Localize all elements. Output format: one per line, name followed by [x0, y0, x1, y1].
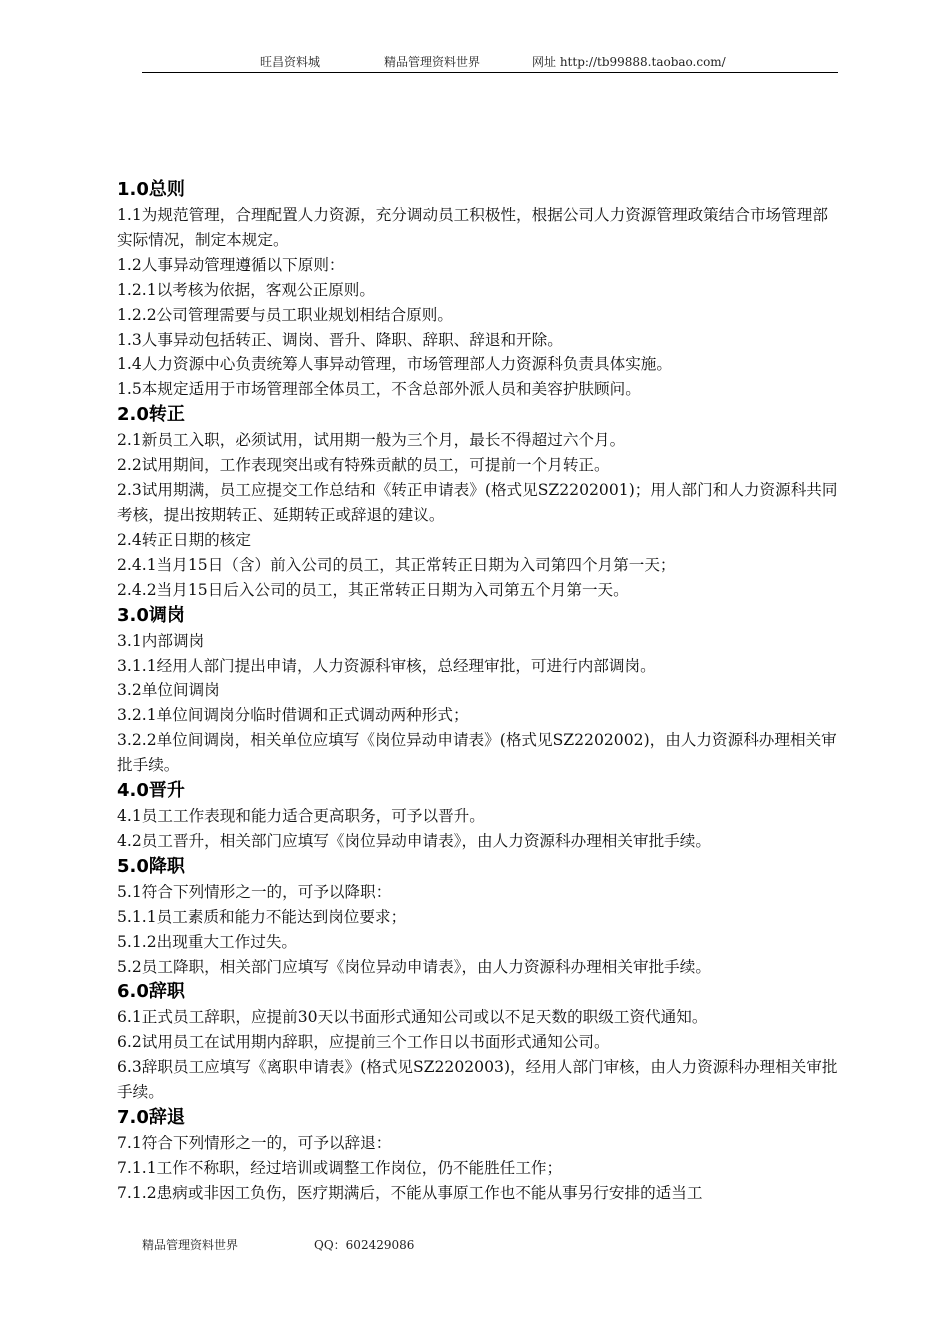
clause-text: 3.1.1经用人部门提出申请，人力资源科审核，总经理审批，可进行内部调岗。 [117, 656, 656, 675]
section-heading: 2.0转正 [117, 404, 185, 426]
clause-text: 6.3辞职员工应填写《离职申请表》(格式见SZ2202003)，经用人部门审核，由人力资源科办理相关审批手续。 [117, 1058, 838, 1102]
clause-text: 5.1.2出现重大工作过失。 [117, 932, 298, 951]
clause-text: 7.1.1工作不称职，经过培训或调整工作岗位，仍不能胜任工作； [117, 1159, 563, 1177]
header-url: 网址 http://tb99888.taobao.com/ [532, 55, 726, 69]
clause-text: 2.1新员工入职，必须试用，试用期一般为三个月，最长不得超过六个月。 [117, 431, 626, 450]
clause-text: 4.2员工晋升，相关部门应填写《岗位异动申请表》，由人力资源科办理相关审批手续。 [117, 831, 711, 850]
clause-text: 1.3人事异动包括转正、调岗、晋升、降职、辞职、辞退和开除。 [117, 330, 563, 349]
section-heading: 7.0辞退 [117, 1107, 185, 1129]
section-heading: 5.0降职 [117, 855, 185, 877]
clause-text: 2.4转正日期的核定 [117, 530, 251, 549]
clause-text: 1.4人力资源中心负责统筹人事异动管理，市场管理部人力资源科负责具体实施。 [117, 355, 672, 374]
clause-text: 1.5本规定适用于市场管理部全体员工，不含总部外派人员和美容护肤顾问。 [117, 380, 641, 399]
header-shop-name: 旺昌资料城 [260, 55, 321, 69]
clause-text: 6.2试用员工在试用期内辞职，应提前三个工作日以书面形式通知公司。 [117, 1033, 610, 1052]
clause-text: 2.4.1当月15日（含）前入公司的员工，其正常转正日期为入司第四个月第一天； [117, 555, 676, 574]
clause-text: 3.1内部调岗 [117, 631, 205, 650]
clause-text: 1.2.1以考核为依据，客观公正原则。 [117, 280, 375, 299]
clause-text: 7.1符合下列情形之一的，可予以辞退： [117, 1134, 392, 1153]
clause-text: 3.2单位间调岗 [117, 681, 220, 700]
clause-text: 2.3试用期满，员工应提交工作总结和《转正申请表》(格式见SZ2202001)；用人部门和人力资源科共同考核，提出按期转正、延期转正或辞退的建议。 [117, 481, 838, 524]
clause-text: 6.1正式员工辞职，应提前30天以书面形式通知公司或以不足天数的职级工资代通知。 [117, 1008, 708, 1027]
section-heading: 3.0调岗 [117, 604, 185, 626]
header-world-name: 精品管理资料世界 [384, 55, 481, 69]
footer-world-name: 精品管理资料世界 [142, 1238, 239, 1252]
clause-text: 1.2.2公司管理需要与员工职业规划相结合原则。 [117, 305, 453, 324]
clause-text: 2.2试用期间，工作表现突出或有特殊贡献的员工，可提前一个月转正。 [117, 456, 610, 475]
section-heading: 4.0晋升 [117, 780, 185, 802]
clause-text: 5.2员工降职，相关部门应填写《岗位异动申请表》，由人力资源科办理相关审批手续。 [117, 957, 711, 976]
section-heading: 6.0辞职 [117, 981, 185, 1003]
clause-text: 5.1符合下列情形之一的，可予以降职： [117, 882, 392, 901]
clause-text: 3.2.1单位间调岗分临时借调和正式调动两种形式； [117, 706, 469, 725]
section-heading: 1.0总则 [117, 179, 185, 200]
footer-qq: QQ：602429086 [314, 1238, 415, 1252]
clause-text: 3.2.2单位间调岗，相关单位应填写《岗位异动申请表》(格式见SZ2202002)，由人力资源科办理相关审批手续。 [117, 731, 837, 775]
page-header [142, 52, 838, 73]
clause-text: 2.4.2当月15日后入公司的员工，其正常转正日期为入司第五个月第一天。 [117, 580, 629, 599]
clause-text: 1.2人事异动管理遵循以下原则： [117, 255, 345, 274]
clause-text: 1.1为规范管理，合理配置人力资源，充分调动员工积极性，根据公司人力资源管理政策结合市场管理部实际情况，制定本规定。 [117, 206, 828, 249]
clause-text: 4.1员工工作表现和能力适合更高职务，可予以晋升。 [117, 807, 485, 826]
clause-text: 7.1.2患病或非因工负伤，医疗期满后，不能从事原工作也不能从事另行安排的适当工 [117, 1183, 703, 1202]
clause-text: 5.1.1员工素质和能力不能达到岗位要求； [117, 907, 407, 926]
document-body [117, 177, 842, 1206]
